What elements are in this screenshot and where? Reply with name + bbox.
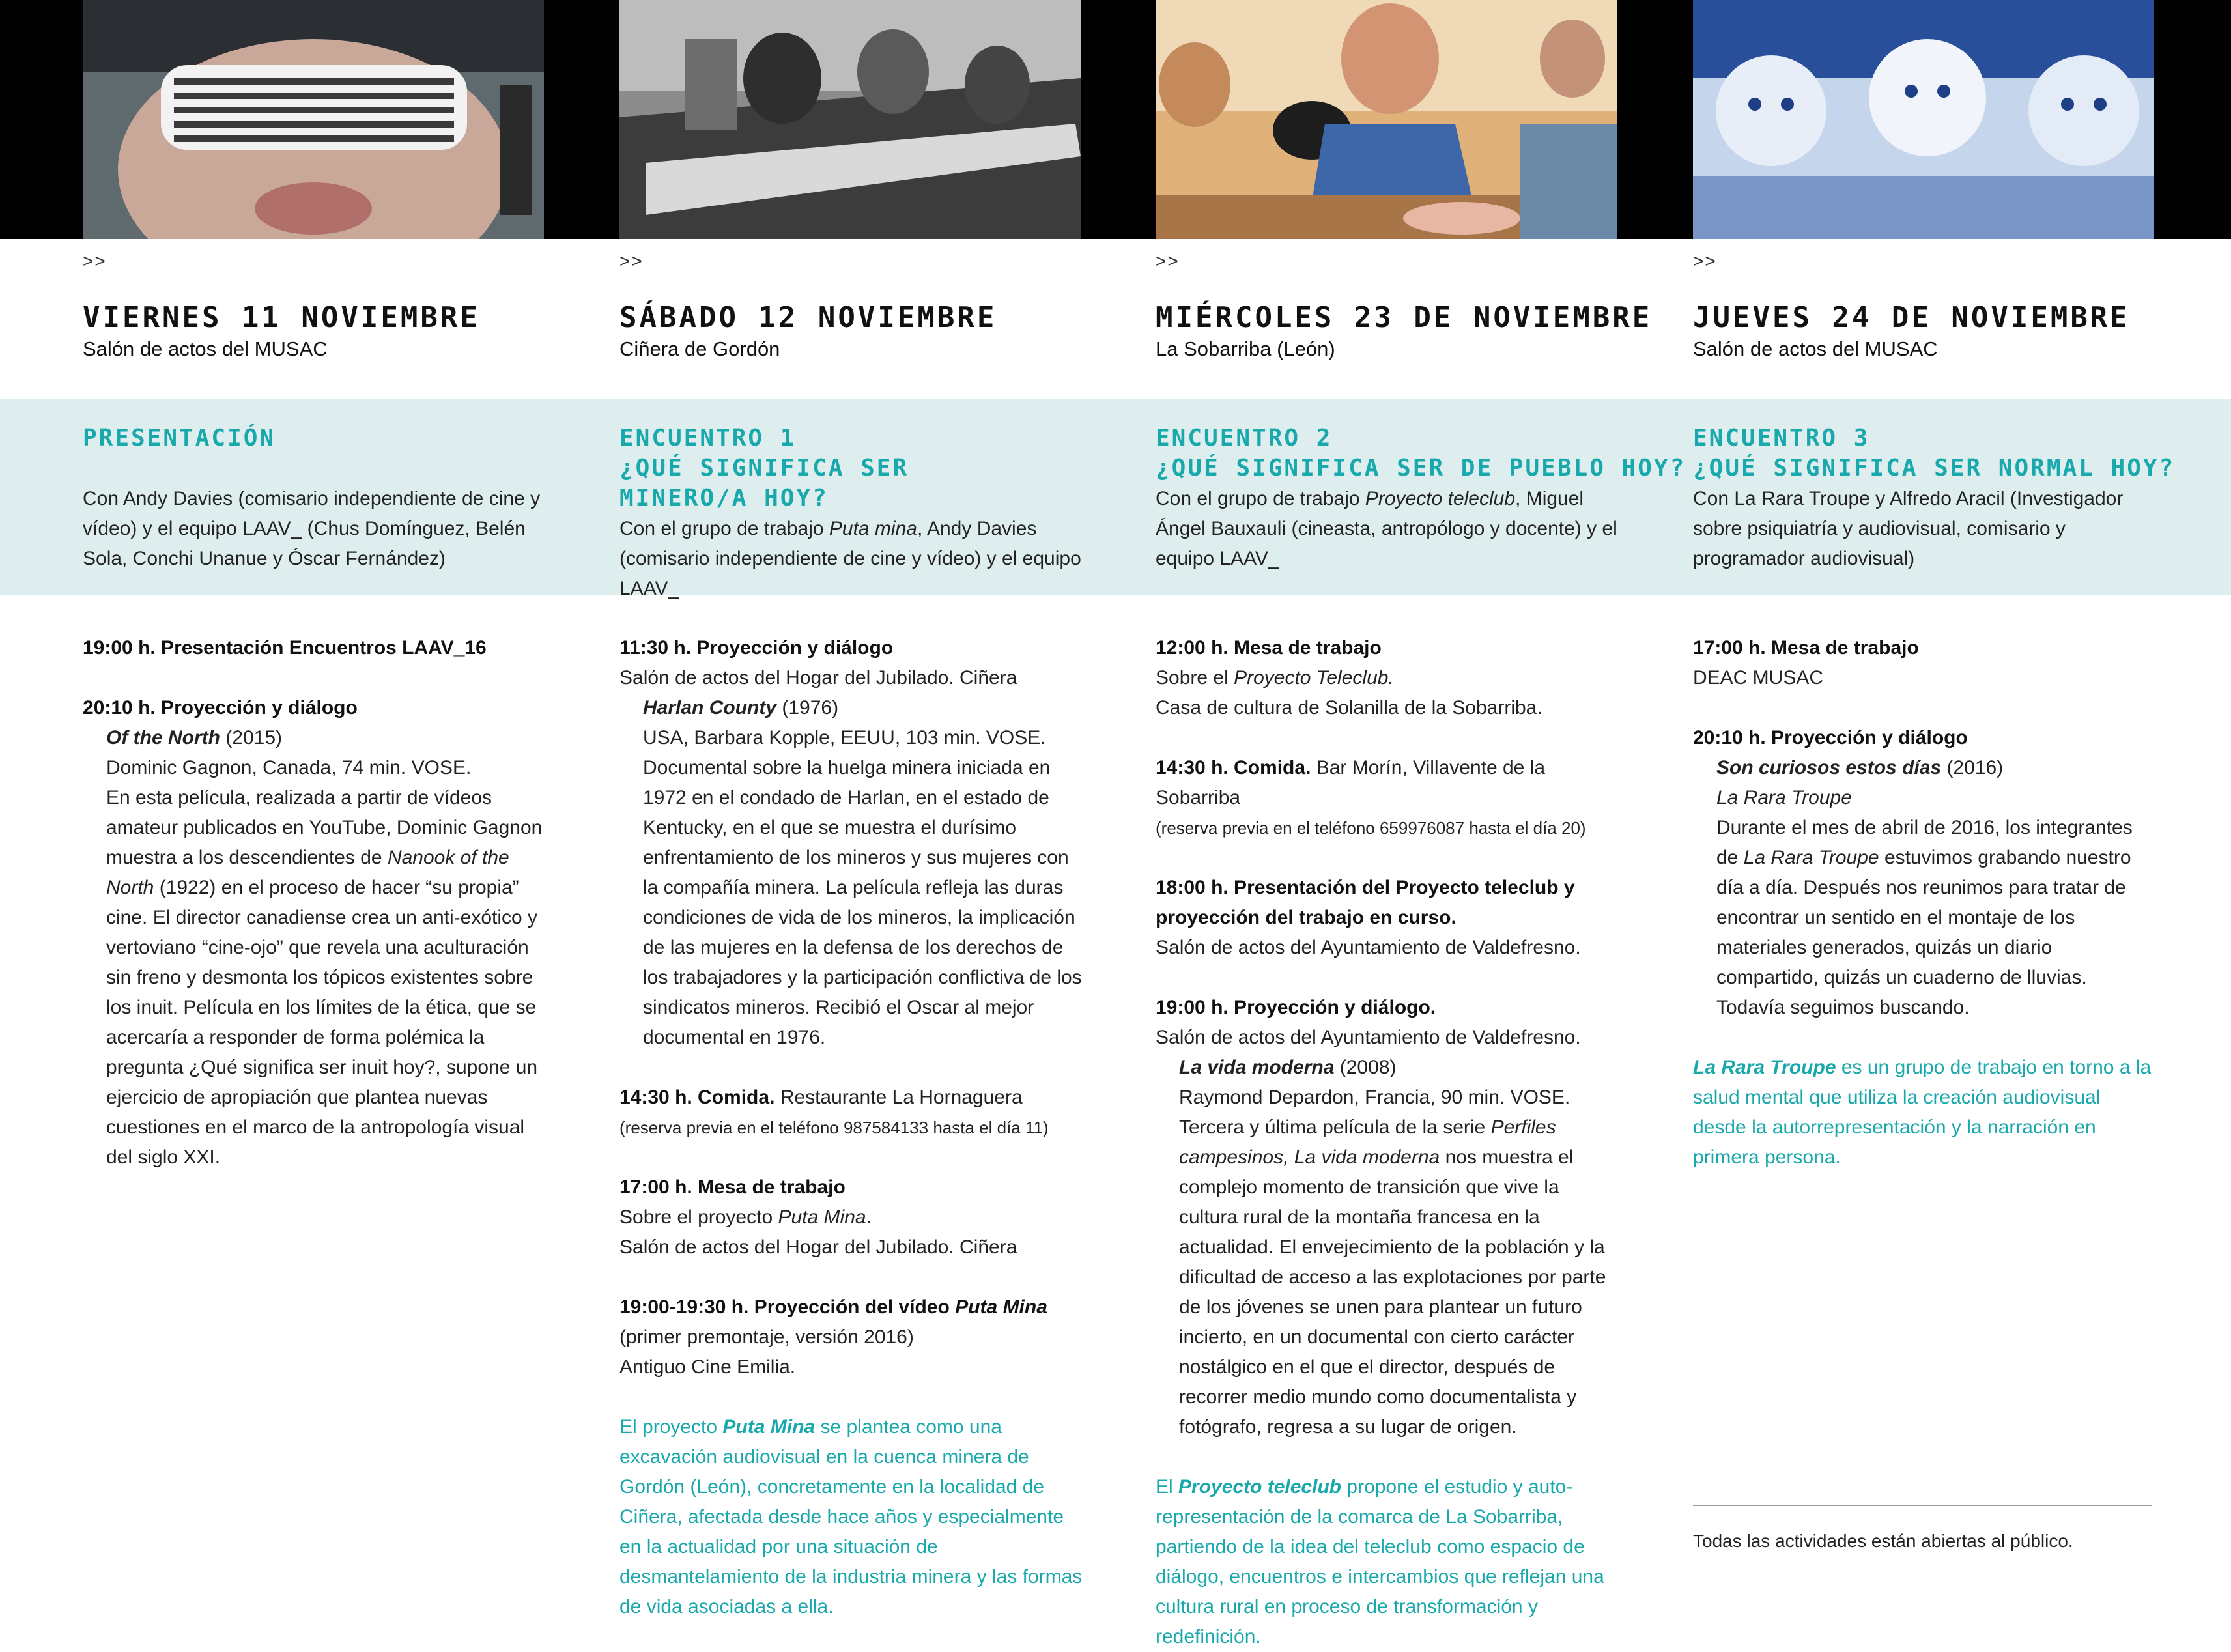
encounter-title: [619, 423, 926, 513]
date-heading: VIERNES 11 NOVIEMBRE: [83, 301, 480, 334]
event-title: 20:10 h. Proyección y diálogo: [83, 697, 358, 719]
encounter-question: ¿QUÉ SIGNIFICA SER MINERO/A HOY?: [619, 455, 909, 511]
arrows-marker: >>: [83, 251, 107, 271]
event-place: Antiguo Cine Emilia.: [619, 1356, 796, 1378]
group-note: La Rara Troupe es un grupo de trabajo en torno a la salud mental que utiliza la creación audiovisual desde la autorrepresentación y la narración en primera persona.: [1693, 1057, 2152, 1168]
film-description: Tercera y última película de la serie Perfiles campesinos, La vida moderna nos muestra el complejo momento de transición que vive la cultura rural de la montaña francesa en la actualidad. El envejecimiento de la población y la dificultad de acceso a las explotaciones por parte de los jóvenes se unen para plantear un futuro incierto, en un documental con cierto carácter nostálgico en el que el director, después de recorrer medio mundo como documentalista y fotógrafo, regresa a su lugar de origen.: [1179, 1117, 1606, 1438]
venue-label: Salón de actos del MUSAC: [1693, 337, 1938, 360]
film-description: Documental sobre la huelga minera iniciada en 1972 en el condado de Harlan, en el estado de Kentucky, en el que se muestra el durísimo enfrentamiento de los mineros y sus mujeres con la compañía minera. La película refleja las duras condiciones de vida de los mineros, la implicación de las mujeres en la defensa de los derechos de los trabajadores y la participación conflictiva de los sindicatos mineros. Recibió el Oscar al mejor documental en 1976.: [643, 757, 1082, 1048]
encounter-title: [1693, 423, 2175, 483]
event-title: 19:00-19:30 h. Proyección del vídeo Puta Mina: [619, 1296, 1047, 1318]
event-title: 20:10 h. Proyección y diálogo: [1693, 727, 1968, 748]
venue-label: Salón de actos del MUSAC: [83, 337, 328, 360]
encounter-description: Con el grupo de trabajo Puta mina, Andy Davies (comisario independiente de cine y vídeo) y el equipo LAAV_: [619, 518, 1081, 599]
program-jueves: [1693, 633, 2157, 1173]
film-credits: USA, Barbara Kopple, EEUU, 103 min. VOSE.: [643, 727, 1046, 748]
meal-note: (reserva previa en el teléfono 659976087 hasta el día 20): [1156, 818, 1586, 838]
event-title: 17:00 h. Mesa de trabajo: [619, 1176, 846, 1198]
film-title: Harlan County (1976): [643, 697, 839, 719]
photo-son-curiosos-estos-dias: [1693, 0, 2154, 239]
event-title: 11:30 h. Proyección y diálogo: [619, 637, 894, 659]
meal-event: 14:30 h. Comida. Bar Morín, Villavente de la Sobarriba: [1156, 757, 1546, 808]
event-place: DEAC MUSAC: [1693, 667, 1824, 689]
encounter-label: ENCUENTRO 3: [1693, 425, 1870, 451]
photo-la-vida-moderna: [1156, 0, 1617, 239]
encounter-label: ENCUENTRO 1: [619, 425, 797, 451]
encounter-label: PRESENTACIÓN: [83, 425, 276, 451]
footer-divider: [1693, 1505, 2152, 1506]
event-title: 18:00 h. Presentación del Proyecto teleclub y proyección del trabajo en curso.: [1156, 877, 1575, 928]
event-title: 12:00 h. Mesa de trabajo: [1156, 637, 1382, 659]
event-place: Salón de actos del Hogar del Jubilado. Ciñera: [619, 1236, 1017, 1258]
event-note: (primer premontaje, versión 2016): [619, 1326, 914, 1348]
encounter-description: Con Andy Davies (comisario independiente de cine y vídeo) y el equipo LAAV_ (Chus Domínguez, Belén Sola, Conchi Unanue y Óscar Fernández): [83, 488, 541, 569]
program-miercoles: [1156, 633, 1619, 1652]
film-title: Son curiosos estos días (2016): [1716, 757, 2004, 778]
encounter-question: ¿QUÉ SIGNIFICA SER NORMAL HOY?: [1693, 455, 2176, 481]
film-credits: Dominic Gagnon, Canada, 74 min. VOSE.: [106, 757, 472, 778]
encounter-title: [1156, 423, 1686, 483]
event-title: 19:00 h. Presentación Encuentros LAAV_16: [83, 637, 487, 659]
arrows-marker: >>: [1693, 251, 1717, 271]
venue-label: La Sobarriba (León): [1156, 337, 1335, 360]
program-sabado: [619, 633, 1083, 1622]
meal-note: (reserva previa en el teléfono 987584133 hasta el día 11): [619, 1118, 1049, 1137]
film-credits: La Rara Troupe: [1716, 787, 1852, 808]
film-credits: Raymond Depardon, Francia, 90 min. VOSE.: [1179, 1087, 1570, 1108]
photo-of-the-north: [83, 0, 544, 239]
arrows-marker: >>: [619, 251, 644, 271]
encounter-description: Con el grupo de trabajo Proyecto teleclub, Miguel Ángel Bauxauli (cineasta, antropólogo y docente) y el equipo LAAV_: [1156, 488, 1617, 569]
project-note: El Proyecto teleclub propone el estudio y auto-representación de la comarca de La Sobarriba, partiendo de la idea del teleclub como espacio de diálogo, encuentros e intercambios que reflejan una cultura rural en proceso de transformación y redefinición.: [1156, 1476, 1604, 1647]
event-place: Salón de actos del Ayuntamiento de Valdefresno.: [1156, 937, 1581, 958]
footer-note: Todas las actividades están abiertas al público.: [1693, 1531, 2073, 1551]
event-subtitle: Sobre el proyecto Puta Mina.: [619, 1206, 872, 1228]
date-heading: MIÉRCOLES 23 DE NOVIEMBRE: [1156, 301, 1653, 334]
program-viernes: [83, 633, 547, 1173]
date-heading: SÁBADO 12 NOVIEMBRE: [619, 301, 997, 334]
film-title: La vida moderna (2008): [1179, 1057, 1397, 1078]
project-note: El proyecto Puta Mina se plantea como una excavación audiovisual en la cuenca minera de Gordón (León), concretamente en la localidad de Ciñera, afectada desde hace años y especialmente en la actualidad por una situación de desmantelamiento de la industria minera y las formas de vida asociadas a ella.: [619, 1416, 1083, 1617]
date-heading: JUEVES 24 DE NOVIEMBRE: [1693, 301, 2130, 334]
event-place: Salón de actos del Ayuntamiento de Valdefresno.: [1156, 1027, 1581, 1048]
encounter-label: ENCUENTRO 2: [1156, 425, 1333, 451]
event-title: 19:00 h. Proyección y diálogo.: [1156, 997, 1436, 1018]
film-title: Of the North (2015): [106, 727, 283, 748]
film-description: Durante el mes de abril de 2016, los integrantes de La Rara Troupe estuvimos grabando nuestro día a día. Después nos reunimos para tratar de encontrar un sentido en el montaje de los materiales generados, quizás un diario compartido, quizás un cuaderno de lluvias. Todavía seguimos buscando.: [1716, 817, 2133, 1018]
event-place: Casa de cultura de Solanilla de la Sobarriba.: [1156, 697, 1542, 719]
encounter-description: Con La Rara Troupe y Alfredo Aracil (Investigador sobre psiquiatría y audiovisual, comisario y programador audiovisual): [1693, 488, 2124, 569]
encounter-question: ¿QUÉ SIGNIFICA SER DE PUEBLO HOY?: [1156, 455, 1686, 481]
event-subtitle: Sobre el Proyecto Teleclub.: [1156, 667, 1394, 689]
meal-event: 14:30 h. Comida. Restaurante La Hornaguera: [619, 1087, 1023, 1108]
encounter-title: [83, 423, 276, 453]
event-place: Salón de actos del Hogar del Jubilado. Ciñera: [619, 667, 1017, 689]
venue-label: Ciñera de Gordón: [619, 337, 780, 360]
film-description: En esta película, realizada a partir de vídeos amateur publicados en YouTube, Dominic Gagnon muestra a los descendientes de Nanook of the North (1922) en el proceso de hacer “su propia” cine. El director canadiense crea un anti-exótico y vertoviano “cine-ojo” que revela una aculturación sin freno y desmonta los tópicos existentes sobre los inuit. Película en los límites de la ética, que se acercaría a responder de forma polémica la pregunta ¿Qué significa ser inuit hoy?, supone un ejercicio de apropiación que plantea nuevas cuestiones en el marco de la antropología visual del siglo XXI.: [106, 787, 543, 1168]
arrows-marker: >>: [1156, 251, 1180, 271]
event-title: 17:00 h. Mesa de trabajo: [1693, 637, 1919, 659]
photo-harlan-county: [619, 0, 1081, 239]
